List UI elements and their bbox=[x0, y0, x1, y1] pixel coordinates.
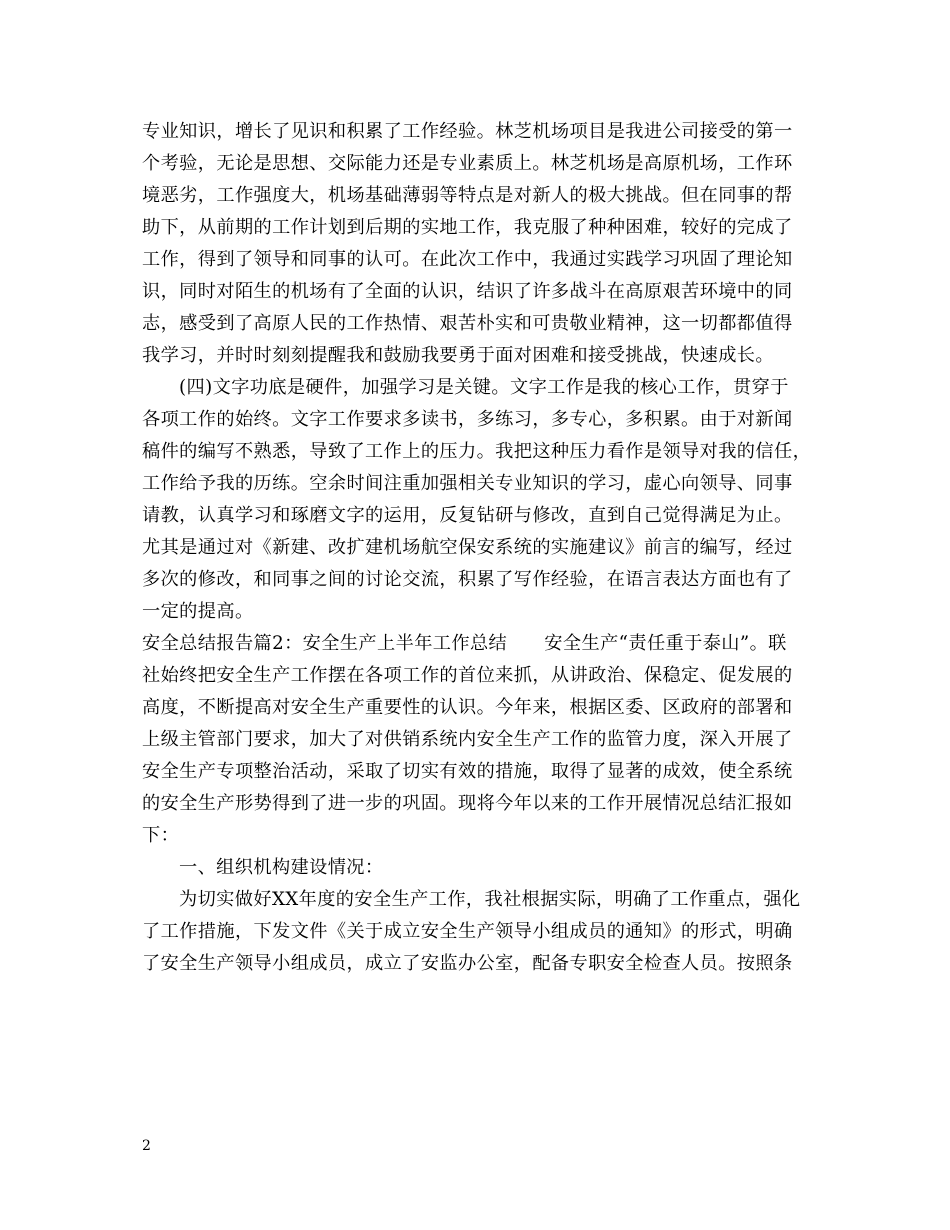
paragraph-writing-skills bbox=[142, 372, 812, 628]
text-line: 志，感受到了高原人民的工作热情、艰苦朴实和可贵敬业精神，这一切都都值得 bbox=[142, 313, 793, 334]
text-line: 社始终把安全生产工作摆在各项工作的首位来抓，从讲政治、保稳定、促发展的 bbox=[142, 665, 793, 686]
text-line: 工作，得到了领导和同事的认可。在此次工作中，我通过实践学习巩固了理论知 bbox=[142, 249, 793, 270]
paragraph-safety-report-intro bbox=[142, 628, 808, 852]
text-line: (四)文字功底是硬件，加强学习是关键。文字工作是我的核心工作，贯穿于 bbox=[179, 377, 789, 398]
text-line: 我学习，并时时刻刻提醒我和鼓励我要勇于面对困难和接受挑战，快速成长。 bbox=[142, 345, 774, 366]
text-line: 的安全生产形势得到了进一步的巩固。现将今年以来的工作开展情况总结汇报如 bbox=[142, 793, 793, 814]
text-line: 一定的提高。 bbox=[142, 601, 254, 622]
text-line: 高度，不断提高对安全生产重要性的认识。今年来，根据区委、区政府的部署和 bbox=[142, 697, 793, 718]
section-heading-organization bbox=[142, 852, 808, 884]
paragraph-work-experience bbox=[142, 116, 808, 372]
text-line: 尤其是通过对《新建、改扩建机场航空保安系统的实施建议》前言的编写，经过 bbox=[142, 537, 793, 558]
document-body bbox=[142, 116, 812, 980]
text-line: 识，同时对陌生的机场有了全面的认识，结识了许多战斗在高原艰苦环境中的同 bbox=[142, 281, 793, 302]
text-line: 境恶劣，工作强度大，机场基础薄弱等特点是对新人的极大挑战。但在同事的帮 bbox=[142, 185, 793, 206]
text-line: 稿件的编写不熟悉，导致了工作上的压力。我把这种压力看作是领导对我的信任， bbox=[142, 441, 812, 462]
text-line: 下： bbox=[142, 825, 180, 846]
text-line: 一、组织机构建设情况： bbox=[179, 857, 384, 878]
text-line: 上级主管部门要求，加大了对供销系统内安全生产工作的监管力度，深入开展了 bbox=[142, 729, 793, 750]
text-line: 为切实做好XX年度的安全生产工作，我社根据实际，明确了工作重点，强化 bbox=[179, 889, 801, 910]
page-number: 2 bbox=[142, 1138, 151, 1154]
text-line: 各项工作的始终。文字工作要求多读书，多练习，多专心，多积累。由于对新闻 bbox=[142, 409, 793, 430]
text-line: 安全总结报告篇2：安全生产上半年工作总结 安全生产“责任重于泰山”。联 bbox=[142, 633, 787, 654]
text-line: 了工作措施，下发文件《关于成立安全生产领导小组成员的通知》的形式，明确 bbox=[142, 921, 793, 942]
text-line: 个考验，无论是思想、交际能力还是专业素质上。林芝机场是高原机场，工作环 bbox=[142, 153, 793, 174]
paragraph-organization-details bbox=[142, 884, 808, 980]
text-line: 工作给予我的历练。空余时间注重加强相关专业知识的学习，虚心向领导、同事 bbox=[142, 473, 793, 494]
text-line: 专业知识，增长了见识和积累了工作经验。林芝机场项目是我进公司接受的第一 bbox=[142, 121, 793, 142]
text-line: 安全生产专项整治活动，采取了切实有效的措施，取得了显著的成效，使全系统 bbox=[142, 761, 793, 782]
text-line: 助下，从前期的工作计划到后期的实地工作，我克服了种种困难，较好的完成了 bbox=[142, 217, 793, 238]
text-line: 请教，认真学习和琢磨文字的运用，反复钻研与修改，直到自己觉得满足为止。 bbox=[142, 505, 793, 526]
text-line: 多次的修改，和同事之间的讨论交流，积累了写作经验，在语言表达方面也有了 bbox=[142, 569, 793, 590]
text-line: 了安全生产领导小组成员，成立了安监办公室，配备专职安全检查人员。按照条 bbox=[142, 953, 793, 974]
